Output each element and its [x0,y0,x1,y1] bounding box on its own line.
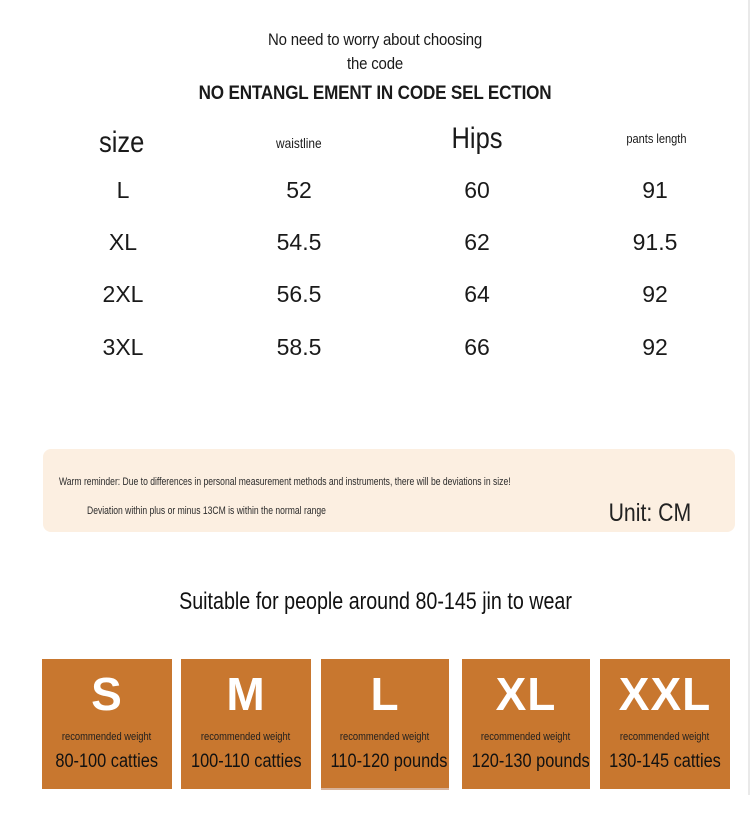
header-pants-label: pants length [625,131,687,146]
card-weight-text: 100-110 catties [190,751,302,772]
card-weight [181,751,311,773]
card-recommended-text: recommended weight [481,731,571,743]
cell-waistline: 54.5 [276,229,322,255]
suitable-text: Suitable for people around 80-145 jin to wear [178,588,572,615]
card-weight [600,751,730,773]
header-waistline-label: waistline [276,135,322,151]
card-weight [321,751,449,773]
card-weight-text: 130-145 catties [609,751,721,772]
cell-size: 3XL [102,334,144,360]
cell-waistline: 58.5 [276,334,322,360]
size-card-l [321,659,449,789]
unit-label: Unit: CM [608,499,691,527]
intro-line-1: No need to worry about choosing [267,30,483,49]
card-recommended-text: recommended weight [62,731,152,743]
cell-waistline: 52 [286,177,312,203]
intro-line-2: the code [347,54,403,73]
card-weight-text: 120-130 pounds [471,751,590,772]
header-size-label: size [99,126,145,159]
reminder-line-2: Deviation within plus or minus 13CM is within the normal range [87,505,326,517]
cell-size: L [116,177,130,203]
cell-hips: 64 [464,281,490,307]
card-size-letter: M [226,668,266,720]
cell-pants-length: 92 [642,281,668,307]
cell-pants-length: 91 [642,177,668,203]
card-weight-text: 80-100 catties [55,751,159,772]
size-card-xxl [600,659,730,789]
card-recommended-label [600,731,730,743]
cell-waistline: 56.5 [276,281,322,307]
card-size-letter: L [370,668,400,720]
card-recommended-label [321,731,449,743]
size-card-xl [462,659,590,789]
cell-pants-length: 91.5 [632,229,678,255]
card-recommended-label [42,731,172,743]
cell-hips: 66 [464,334,490,360]
card-size-letter: XXL [618,668,712,720]
card-weight-text: 110-120 pounds [330,751,448,772]
card-weight [42,751,172,773]
cell-size: 2XL [102,281,144,307]
card-recommended-text: recommended weight [201,731,291,743]
card-l-underline [321,788,449,790]
card-weight [462,751,590,773]
size-card-s [42,659,172,789]
header-hips-label: Hips [451,122,503,155]
cell-size: XL [108,229,138,255]
card-recommended-label [462,731,590,743]
card-recommended-text: recommended weight [620,731,710,743]
card-size-letter: XL [495,668,557,720]
cell-hips: 60 [464,177,490,203]
card-size-letter: S [91,668,123,720]
cell-pants-length: 92 [642,334,668,360]
banner-text: NO ENTANGL EMENT IN CODE SEL ECTION [198,83,552,104]
cell-hips: 62 [464,229,490,255]
card-recommended-label [181,731,311,743]
size-card-m [181,659,311,789]
reminder-line-1: Warm reminder: Due to differences in personal measurement methods and instruments, there will be deviations in size! [59,476,511,488]
card-recommended-text: recommended weight [340,731,430,743]
